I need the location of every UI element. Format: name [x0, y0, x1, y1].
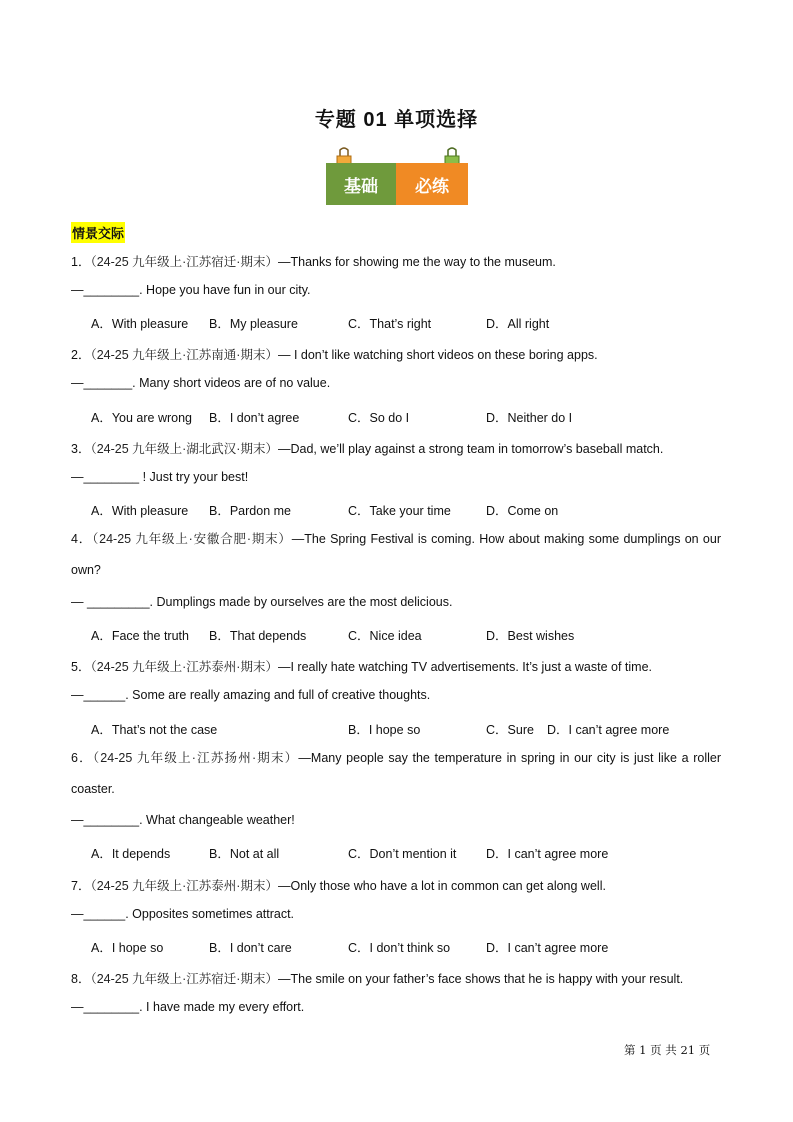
option-a[interactable]: A．With pleasure [91, 504, 189, 518]
option-d[interactable]: D．I can’t agree more [486, 941, 609, 955]
question-7: 7．（24-25 九年级上·江苏泰州·期末）—Only those who have a lot in common can get along well. [71, 879, 606, 893]
option-a[interactable]: A．Face the truth [91, 629, 189, 643]
option-c[interactable]: C．Take your time [348, 504, 451, 518]
question-6: 6．（24-25 九年级上·江苏扬州·期末）—Many people say the temperature in spring in our city is just like a roller coaster. [71, 751, 721, 796]
question-8: 8．（24-25 九年级上·江苏宿迁·期末）—The smile on your father’s face shows that he is happy with your result. [71, 972, 684, 986]
option-b[interactable]: B．Not at all [209, 847, 280, 861]
question-1: 1．（24-25 九年级上·江苏宿迁·期末）—Thanks for showing me the way to the museum. [71, 255, 556, 269]
option-a[interactable]: A．That’s not the case [91, 723, 218, 737]
question-3: 3．（24-25 九年级上·湖北武汉·期末）—Dad, we’ll play against a strong team in tomorrow’s baseball match. [71, 442, 664, 456]
option-d[interactable]: D．Neither do I [486, 411, 573, 425]
banner-right-label: 必练 [396, 163, 468, 205]
option-a[interactable]: A．With pleasure [91, 317, 189, 331]
question-2: 2．（24-25 九年级上·江苏南通·期末）— I don’t like watching short videos on these boring apps. [71, 348, 598, 362]
option-b[interactable]: B．I hope so [348, 723, 421, 737]
page-footer: 第 1 页 共 21 页 [624, 1043, 711, 1057]
option-c[interactable]: C．So do I [348, 411, 410, 425]
option-a[interactable]: A．You are wrong [91, 411, 192, 425]
option-b[interactable]: B．I don’t agree [209, 411, 300, 425]
option-a[interactable]: A．It depends [91, 847, 171, 861]
option-d[interactable]: D．All right [486, 317, 550, 331]
question-2-reply: —_______. Many short videos are of no value. [71, 376, 331, 390]
option-d[interactable]: D．Best wishes [486, 629, 575, 643]
question-1-reply: —________. Hope you have fun in our city. [71, 283, 311, 297]
option-d[interactable]: D．Come on [486, 504, 559, 518]
option-b[interactable]: B．My pleasure [209, 317, 298, 331]
option-c[interactable]: C．That’s right [348, 317, 432, 331]
option-c[interactable]: C．Nice idea [348, 629, 422, 643]
question-5-reply: —______. Some are really amazing and full of creative thoughts. [71, 688, 431, 702]
option-d[interactable]: D．I can’t agree more [547, 723, 670, 737]
question-6-reply: —________. What changeable weather! [71, 813, 295, 827]
option-b[interactable]: B．Pardon me [209, 504, 291, 518]
banner-left-label: 基础 [326, 163, 396, 205]
page-title: 专题 01 单项选择 [314, 109, 479, 131]
question-5: 5．（24-25 九年级上·江苏泰州·期末）—I really hate watching TV advertisements. It’s just a waste of time. [71, 660, 652, 674]
question-7-reply: —______. Opposites sometimes attract. [71, 907, 295, 921]
question-3-reply: —________ ! Just try your best! [71, 470, 249, 484]
option-c[interactable]: C．I don’t think so [348, 941, 451, 955]
option-a[interactable]: A．I hope so [91, 941, 164, 955]
option-d[interactable]: D．I can’t agree more [486, 847, 609, 861]
option-c[interactable]: C．Sure [486, 723, 534, 737]
option-b[interactable]: B．I don’t care [209, 941, 292, 955]
banner [326, 147, 468, 205]
section-heading: 情景交际 [71, 222, 125, 243]
option-c[interactable]: C．Don’t mention it [348, 847, 457, 861]
question-8-reply: —________. I have made my every effort. [71, 1000, 305, 1014]
question-4-reply: — _________. Dumplings made by ourselves are the most delicious. [71, 595, 453, 609]
question-4: 4．（24-25 九年级上·安徽合肥·期末）—The Spring Festival is coming. How about making some dumplings on our own? [71, 532, 721, 577]
option-b[interactable]: B．That depends [209, 629, 307, 643]
